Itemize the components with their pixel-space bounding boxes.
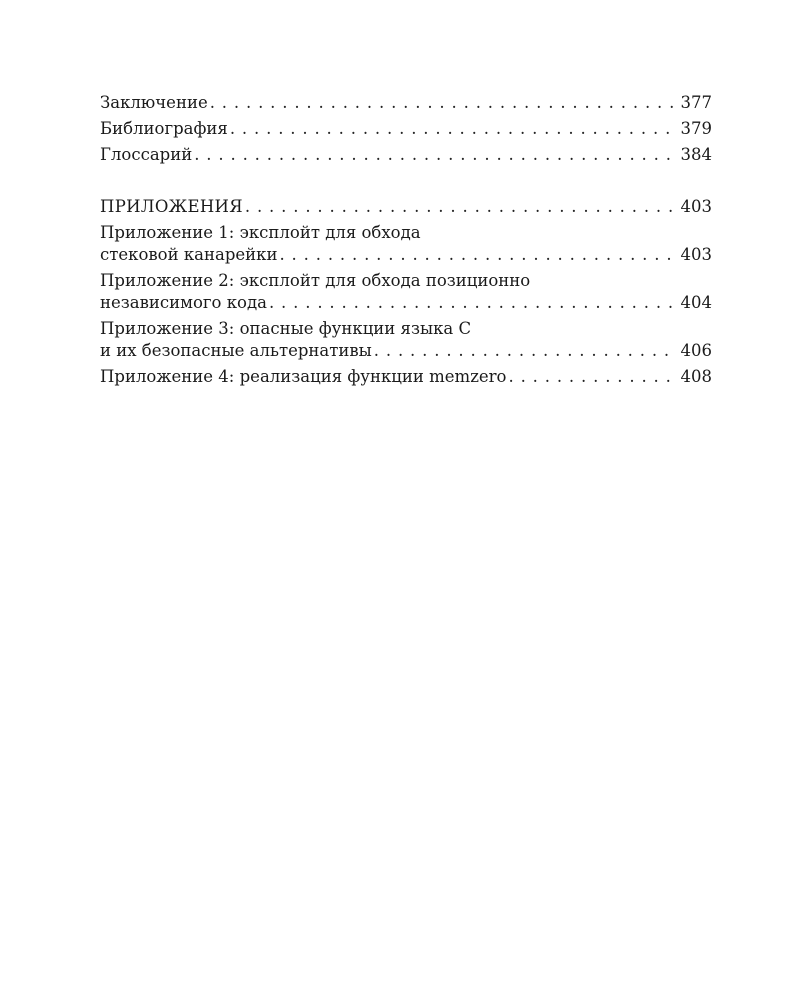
- dot-leader: [279, 244, 674, 266]
- toc-page-number: 403: [680, 197, 712, 216]
- toc-page-number: 408: [680, 367, 712, 386]
- dot-leader: [374, 340, 675, 362]
- toc-page-number: 404: [680, 293, 712, 312]
- toc-line: [100, 118, 712, 140]
- dot-leader: [269, 292, 675, 314]
- toc-entry-appendix-4[interactable]: [100, 366, 712, 388]
- toc-entry-bibliography[interactable]: [100, 118, 712, 140]
- dot-leader: [245, 196, 675, 218]
- toc-page-number: 403: [680, 245, 712, 264]
- toc-line: [100, 196, 712, 218]
- toc-line: [100, 244, 712, 266]
- toc-line: [100, 92, 712, 114]
- toc-title-line-1: Приложение 3: опасные функции языка C: [100, 319, 472, 338]
- toc-page-number: 379: [680, 119, 712, 138]
- toc-entry-glossary[interactable]: [100, 144, 712, 166]
- toc-title: Приложение 4: реализация функции memzero: [100, 367, 507, 386]
- toc-title-line-1: Приложение 1: эксплойт для обхода: [100, 223, 421, 242]
- toc-title-line-2: стековой канарейки: [100, 245, 278, 264]
- toc-title-line-2: независимого кода: [100, 293, 267, 312]
- toc-entry-appendix-2[interactable]: [100, 270, 712, 314]
- dot-leader: [508, 366, 674, 388]
- dot-leader: [230, 118, 675, 140]
- toc-line: [100, 144, 712, 166]
- toc-line: [100, 292, 712, 314]
- toc-entry-appendix-3[interactable]: [100, 318, 712, 362]
- toc-line: [100, 340, 712, 362]
- toc-title: Заключение: [100, 93, 208, 112]
- toc-title-line-2: и их безопасные альтернативы: [100, 341, 372, 360]
- toc-page-number: 377: [680, 93, 712, 112]
- toc-entry-conclusion[interactable]: [100, 92, 712, 114]
- toc-page-number: 406: [680, 341, 712, 360]
- dot-leader: [210, 92, 675, 114]
- toc-page-number: 384: [680, 145, 712, 164]
- dot-leader: [194, 144, 674, 166]
- toc-line: [100, 366, 712, 388]
- section-spacer: [100, 170, 712, 196]
- toc-entry-appendix-1[interactable]: [100, 222, 712, 266]
- table-of-contents: [100, 92, 712, 392]
- toc-title: Библиография: [100, 119, 228, 138]
- toc-entry-appendices[interactable]: [100, 196, 712, 218]
- toc-title: Глоссарий: [100, 145, 193, 164]
- toc-title-line-1: Приложение 2: эксплойт для обхода позиционно: [100, 271, 531, 290]
- toc-title: ПРИЛОЖЕНИЯ: [100, 197, 243, 216]
